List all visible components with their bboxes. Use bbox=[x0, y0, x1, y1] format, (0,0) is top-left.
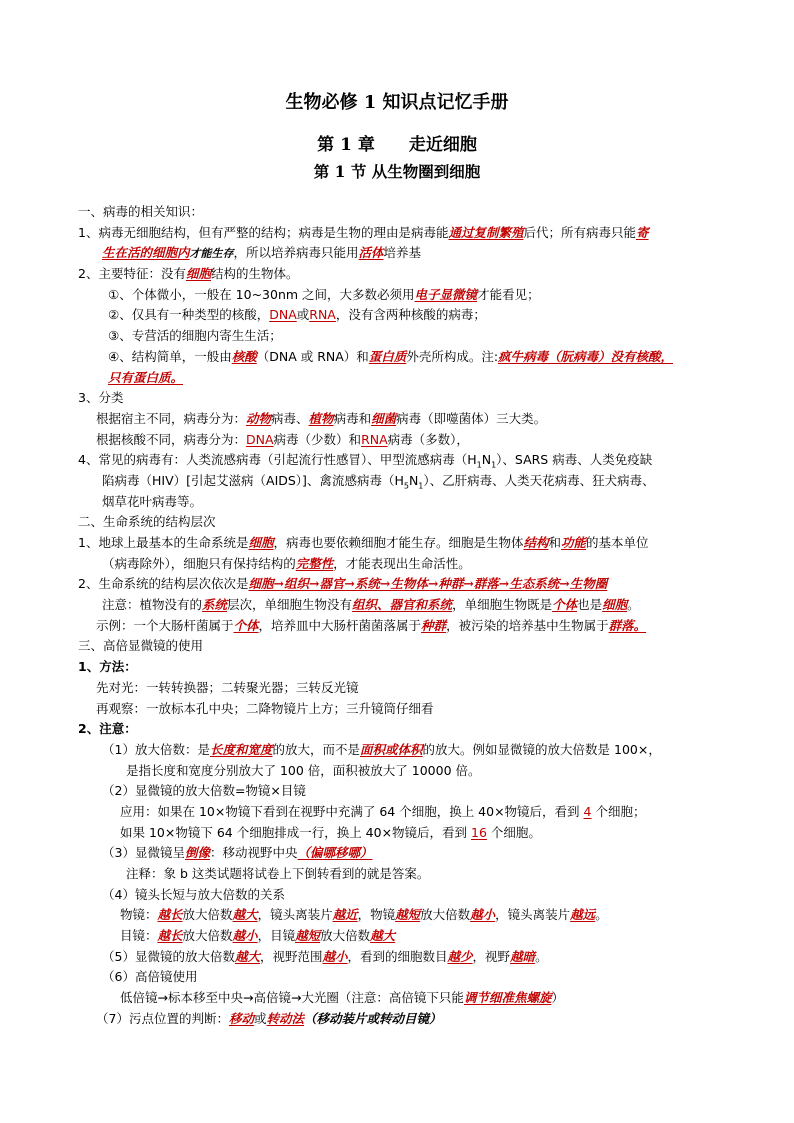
document-title: 生物必修 1 知识点记忆手册 bbox=[285, 92, 509, 113]
virus-feature-2: ②、仅具有一种类型的核酸，DNA或RNA，没有含两种核酸的病毒； bbox=[108, 307, 486, 323]
note-2: （2）显微镜的放大倍数=物镜×目镜 bbox=[102, 783, 306, 799]
classification-host: 根据宿主不同，病毒分为：动物病毒、植物病毒和细菌病毒（即噬菌体）三大类。 bbox=[96, 410, 547, 426]
virus-point-1-cont: 生在活的细胞内才能生存，所以培养病毒只能用活体培养基 bbox=[102, 245, 422, 261]
keyword: 越长 bbox=[157, 928, 183, 944]
keyword: 越近 bbox=[332, 907, 358, 923]
heading-life-system: 二、生命系统的结构层次 bbox=[78, 514, 216, 530]
keyword: 寄 bbox=[636, 224, 649, 240]
note-2-apply-2: 如果 10×物镜下 64 个细胞排成一行，换上 40×物镜后，看到 16 个细胞。 bbox=[120, 824, 541, 840]
note-6-steps: 低倍镜→标本移至中央→高倍镜→大光圈（注意：高倍镜下只能调节细准焦螺旋） bbox=[120, 990, 564, 1006]
method-step-1: 先对光：一转转换器；二转聚光器；三转反光镜 bbox=[96, 679, 359, 695]
virus-point-4-cont2: 烟草花叶病毒等。 bbox=[102, 493, 203, 509]
keyword: 越长 bbox=[157, 907, 183, 923]
classification-nucleic: 根据核酸不同，病毒分为：DNA病毒（少数）和RNA病毒（多数）， bbox=[96, 431, 469, 447]
note-2-apply: 应用：如果在 10×物镜下看到在视野中充满了 64 个细胞，换上 40×物镜后，看到 4 个细胞； bbox=[120, 803, 646, 819]
keyword: 通过复制繁殖 bbox=[448, 224, 524, 240]
virus-feature-4-cont bbox=[78, 368, 728, 389]
life-point-1-cont: （病毒除外），细胞只有保持结构的完整性，才能表现出生命活性。 bbox=[102, 555, 471, 571]
keyword: 生在活的细胞内 bbox=[102, 245, 190, 261]
life-point-2: 2、生命系统的结构层次依次是细胞→组织→器官→系统→生物体→种群→群落→生态系统→生物圈 bbox=[78, 576, 608, 592]
life-point-1: 1、地球上最基本的生命系统是细胞，病毒也要依赖细胞才能生存。细胞是生物体结构和功能的基本单位 bbox=[78, 535, 649, 550]
chapter-name: 走近细胞 bbox=[408, 135, 477, 155]
keyword: 4 bbox=[583, 803, 592, 819]
keyword: 群落。 bbox=[608, 617, 647, 633]
keyword: DNA bbox=[246, 431, 274, 447]
note-7: （7）污点位置的判断：移动或转动法（移动装片或转动目镜） bbox=[96, 1010, 442, 1026]
keyword: RNA bbox=[361, 431, 388, 447]
keyword: 长度和宽度 bbox=[209, 741, 273, 757]
keyword: 转动法 bbox=[266, 1010, 305, 1026]
document-body bbox=[78, 202, 728, 1030]
method-step-2: 再观察：一放标本孔中央；二降物镜片上方；三升镜筒仔细看 bbox=[96, 700, 434, 716]
keyword: 蛋白质 bbox=[368, 348, 407, 364]
keyword: 越少 bbox=[447, 948, 473, 964]
keyword: 倒像 bbox=[184, 845, 210, 861]
keyword: 植物 bbox=[308, 410, 334, 426]
virus-point-1: 1、病毒无细胞结构，但有严整的结构；病毒是生物的理由是病毒能通过复制繁殖后代；所有病毒只能寄 bbox=[78, 224, 649, 240]
chapter-heading bbox=[0, 130, 794, 155]
keyword: 核酸 bbox=[231, 348, 257, 364]
keyword: 细胞→组织→器官→系统→生物体→种群→群落→生态系统→生物圈 bbox=[248, 576, 608, 592]
life-example: 示例：一个大肠杆菌属于个体，培养皿中大肠杆菌菌落属于种群，被污染的培养基中生物属于群落。 bbox=[96, 617, 647, 633]
keyword: 种群 bbox=[421, 617, 447, 633]
keyword: （偏哪移哪） bbox=[297, 845, 373, 861]
note-3-comment: 注释：象 b 这类试题将试卷上下倒转看到的就是答案。 bbox=[126, 866, 430, 881]
keyword: 越短 bbox=[295, 928, 321, 944]
note-3: （3）显微镜呈倒像：移动视野中央（偏哪移哪） bbox=[102, 845, 373, 861]
note-1-cont: 是指长度和宽度分别放大了 100 倍，面积被放大了 10000 倍。 bbox=[126, 762, 481, 778]
keyword: RNA bbox=[309, 307, 336, 323]
keyword: 越小 bbox=[322, 948, 348, 964]
note-6: （6）高倍镜使用 bbox=[102, 969, 198, 985]
keyword: 越暗 bbox=[510, 948, 536, 964]
virus-point-2: 2、主要特征：没有细胞结构的生物体。 bbox=[78, 266, 299, 282]
virus-feature-3: ③、专营活的细胞内寄生生活； bbox=[108, 328, 282, 344]
keyword: 功能 bbox=[561, 535, 587, 550]
virus-point-4: 4、常见的病毒有：人类流感病毒（引起流行性感冒）、甲型流感病毒$(H_1N_1)$、SARS 病毒、人类免疫缺 bbox=[78, 452, 653, 470]
keyword: 细胞 bbox=[185, 266, 211, 282]
keyword: 越大 bbox=[370, 928, 396, 944]
keyword: 细胞 bbox=[602, 597, 628, 613]
keyword: 越小 bbox=[470, 907, 496, 923]
keyword: 动物 bbox=[246, 410, 272, 426]
keyword: 越远 bbox=[570, 907, 596, 923]
keyword: 个体 bbox=[233, 617, 259, 633]
keyword: 组织、器官和系统 bbox=[352, 597, 453, 613]
keyword: 细菌 bbox=[371, 410, 397, 426]
note-4-eyepiece: 目镜：越长放大倍数越小，目镜越短放大倍数越大 bbox=[120, 928, 396, 944]
keyword: 移动 bbox=[228, 1010, 254, 1026]
note-5: （5）显微镜的放大倍数越大，视野范围越小，看到的细胞数目越少，视野越暗。 bbox=[102, 948, 548, 964]
keyword: 结构 bbox=[523, 535, 549, 550]
section-heading: 第 1 节 从生物圈到细胞 bbox=[313, 162, 481, 181]
life-note: 注意：植物没有的系统层次，单细胞生物没有组织、器官和系统，单细胞生物既是个体也是细胞。 bbox=[102, 597, 640, 613]
note-4-objective: 物镜：越长放大倍数越大，镜头离装片越近，物镜越短放大倍数越小，镜头离装片越远。 bbox=[120, 907, 608, 923]
keyword: 活体 bbox=[358, 245, 384, 261]
keyword: 越大 bbox=[234, 948, 260, 964]
method-heading: 1、方法： bbox=[78, 659, 137, 675]
heading-virus: 一、病毒的相关知识： bbox=[78, 204, 204, 219]
virus-feature-4: ④、结构简单，一般由核酸（DNA 或 RNA）和蛋白质外壳所构成。注:疯牛病毒（朊病毒）没有核酸， bbox=[108, 348, 674, 364]
virus-feature-1: ①、个体微小，一般在 10~30nm 之间，大多数必须用电子显微镜才能看见； bbox=[108, 286, 540, 302]
keyword: 疯牛病毒（朊病毒）没有核酸， bbox=[498, 348, 674, 364]
keyword: 越短 bbox=[395, 907, 421, 923]
keyword: 越大 bbox=[232, 907, 258, 923]
keyword: 越小 bbox=[232, 928, 258, 944]
chapter-number: 第 1 章 bbox=[317, 135, 375, 155]
keyword: 细胞 bbox=[248, 535, 274, 550]
notes-heading: 2、注意： bbox=[78, 721, 137, 737]
keyword: 只有蛋白质。 bbox=[108, 369, 184, 385]
keyword: 个体 bbox=[552, 597, 578, 613]
keyword: 系统 bbox=[202, 597, 228, 613]
keyword: 电子显微镜 bbox=[414, 286, 478, 302]
keyword: 完整性 bbox=[295, 555, 334, 571]
note-1: （1）放大倍数：是长度和宽度的放大，而不是面积或体积的放大。例如显微镜的放大倍数是 100×， bbox=[102, 741, 661, 757]
heading-microscope: 三、高倍显微镜的使用 bbox=[78, 638, 204, 654]
keyword: 16 bbox=[471, 824, 487, 840]
note-4: （4）镜头长短与放大倍数的关系 bbox=[102, 886, 285, 902]
keyword: DNA bbox=[269, 307, 297, 323]
keyword: 面积或体积 bbox=[360, 741, 423, 757]
virus-point-3: 3、分类 bbox=[78, 390, 124, 406]
keyword: 调节细准焦螺旋 bbox=[463, 990, 552, 1006]
virus-point-4-cont: 陷病毒（HIV）[引起艾滋病（AIDS）]、禽流感病毒$(H_5N_1)$、乙肝病毒、人类天花病毒、狂犬病毒、 bbox=[102, 472, 655, 491]
